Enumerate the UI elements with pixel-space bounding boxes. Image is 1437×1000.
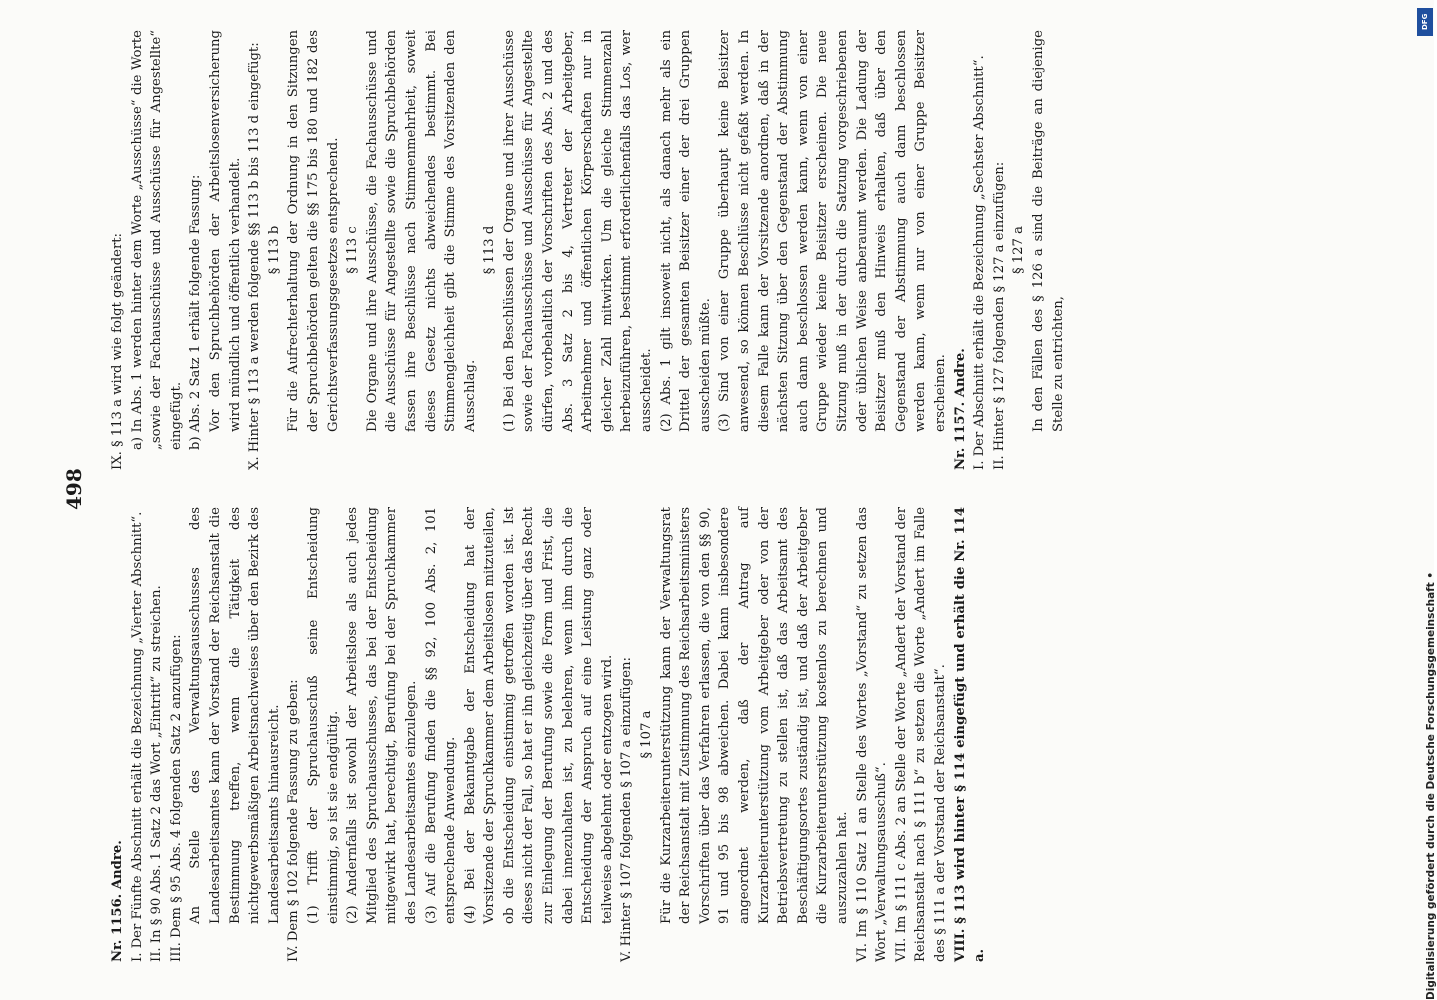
paragraph: VIII. § 113 wird hinter § 114 eingefügt und erhält die Nr. 114 a.	[952, 507, 988, 962]
paragraph: § 127 a	[1011, 226, 1027, 275]
dfg-logo[interactable]: DFG	[1417, 8, 1433, 36]
paragraph: IX. § 113 a wird wie folgt geändert:	[110, 233, 125, 470]
paragraph: (2) Andernfalls ist sowohl der Arbeitslose als auch jedes Mitglied des Spruchausschusses, das bei der Entscheidung mitgewirkt hat, berechtigt, Berufung bei der Spruchkammer des Landesarbeitsamtes einzulegen.	[345, 507, 419, 924]
digitization-credit: Digitalisierung gefördert durch die Deutsche Forschungsgemeinschaft •	[1425, 571, 1437, 1000]
paragraph: II. Hinter § 127 folgenden § 127 a einzufügen:	[991, 161, 1007, 470]
paragraph: Nr. 1156. Andre.	[110, 840, 125, 962]
paragraph: Für die Kurzarbeiterunterstützung kann der Verwaltungsrat der Reichsanstalt mit Zustimmung des Reichsarbeitsministers Vorschriften über das Verfahren erlassen, die von den §§ 90, 91 und 95 bis 98 abweichen. Dabei kann insbesondere angeordnet werden, daß der Antrag auf Kurzarbeiterunterstützung vom Arbeitgeber oder von der Betriebsvertretung zu stellen ist, daß das Arbeitsamt des Beschäftigungsortes zuständig ist, und daß der Arbeitgeber die Kurzarbeiterunterstützung kostenlos zu berechnen und auszuzahlen hat.	[658, 507, 850, 924]
paragraph: IV. Dem § 102 folgende Fassung zu geben:	[286, 679, 302, 962]
paragraph: (2) Abs. 1 gilt insoweit nicht, als danach mehr als ein Drittel der gesamten Beisitzer einer der drei Gruppen ausscheiden müßte.	[658, 30, 713, 432]
paragraph: An Stelle des Verwaltungsausschusses des Landesarbeitsamtes kann der Vorstand der Reichsanstalt die Bestimmung treffen, wenn die Tätigkeit des nichtgewerbsmäßigen Arbeitsnachweises über den Bezirk des Landesarbeitsamts hinausreicht.	[188, 507, 282, 924]
paragraph: Nr. 1157. Andre.	[952, 348, 968, 470]
paragraph: Vor den Spruchbehörden der Arbeitslosenversicherung wird mündlich und öffentlich verhandelt.	[207, 30, 243, 432]
paragraph: (1) Bei den Beschlüssen der Organe und ihrer Ausschüsse sowie der Fachausschüsse und Ausschüsse für Angestellte dürfen, vorbehaltlich der Vorschriften des Abs. 2 und des Abs. 3 Satz 2 bis 4, Vertreter der Arbeitgeber, Arbeitnehmer und öffentlichen Körperschaften nur in gleicher Zahl mitwirken. Um die gleiche Stimmenzahl herbeizuführen, bestimmt erforderlichenfalls das Los, wer ausscheidet.	[501, 30, 655, 432]
page-number: 498	[62, 468, 86, 510]
paragraph: Die Organe und ihre Ausschüsse, die Fachausschüsse und die Ausschüsse für Angestellte sowie die Spruchbehörden fassen ihre Beschlüsse nach Stimmenmehrheit, soweit dieses Gesetz nichts abweichendes bestimmt. Bei Stimmengleichheit gibt die Stimme des Vorsitzenden den Ausschlag.	[364, 30, 478, 432]
paragraph: (3) Auf die Berufung finden die §§ 92, 100 Abs. 2, 101 entsprechende Anwendung.	[423, 507, 459, 924]
paragraph: § 113 c	[345, 226, 361, 274]
right-text-column	[108, 30, 1068, 470]
paragraph: I. Der Abschnitt erhält die Bezeichnung „Sechster Abschnitt“.	[972, 55, 988, 470]
paragraph: III. Dem § 95 Abs. 4 folgenden Satz 2 anzufügen:	[168, 634, 184, 962]
paragraph: (3) Sind von einer Gruppe überhaupt keine Beisitzer anwesend, so können Beschlüsse nicht gefaßt werden. In diesem Falle kann der Vorsitzende anordnen, daß in der nächsten Sitzung über den Gegenstand der Abstimmung auch dann beschlossen werden kann, wenn von einer Gruppe wieder keine Beisitzer erscheinen. Die neue Sitzung muß in der durch die Satzung vorgeschriebenen oder üblichen Weise anberaumt werden. Die Ladung der Beisitzer muß den Hinweis erhalten, daß über den Gegenstand der Abstimmung auch dann beschlossen werden kann, wenn nur von einer Gruppe Beisitzer erscheinen.	[717, 30, 948, 432]
paragraph: VI. Im § 110 Satz 1 an Stelle des Wortes „Vorstand“ zu setzen das Wort „Verwaltungsausschuß“.	[854, 507, 890, 962]
paragraph: I. Der Fünfte Abschnitt erhält die Bezeichnung „Vierter Abschnitt“.	[129, 511, 145, 962]
paragraph: § 113 b	[266, 225, 282, 275]
paragraph: a) In Abs. 1 werden hinter dem Worte „Ausschüsse“ die Worte „sowie der Fachausschüsse und Ausschüsse für Angestellte“ eingefügt.	[129, 30, 184, 450]
paragraph: (1) Trifft der Spruchausschuß seine Entscheidung einstimmig, so ist sie endgültig.	[305, 507, 341, 924]
paragraph: In den Fällen des § 126 a sind die Beiträge an diejenige Stelle zu entrichten,	[1030, 30, 1066, 432]
paragraph: b) Abs. 2 Satz 1 erhält folgende Fassung:	[188, 174, 204, 450]
paragraph: Für die Aufrechterhaltung der Ordnung in den Sitzungen der Spruchbehörden gelten die §§ 175 bis 180 und 182 des Gerichtsverfassungsgesetzes entsprechend.	[286, 30, 341, 432]
paragraph: (4) Bei der Bekanntgabe der Entscheidung hat der Vorsitzende der Spruchkammer dem Arbeitslosen mitzuteilen, ob die Entscheidung einstimmig getroffen worden ist. Ist dieses nicht der Fall, so hat er ihn gleichzeitig über das Recht zur Einlegung der Berufung sowie die Form und Frist, die dabei innezuhalten ist, zu belehren, wenn ihm durch die Entscheidung der Anspruch auf eine Leistung ganz oder teilweise abgelehnt oder entzogen wird.	[462, 507, 615, 924]
paragraph: II. In § 90 Abs. 1 Satz 2 das Wort „Eintritt“ zu streichen.	[149, 585, 165, 962]
paragraph: VII. Im § 111 c Abs. 2 an Stelle der Worte „Andert der Vorstand der Reichsanstalt nach § 111 b“ zu setzen die Worte „Andert im Falle des § 111 a der Vorstand der Reichsanstalt“.	[893, 507, 948, 962]
paragraph: X. Hinter § 113 a werden folgende §§ 113 b bis 113 d eingefügt:	[247, 42, 263, 470]
paragraph: § 113 d	[482, 225, 498, 275]
left-text-column	[108, 507, 990, 962]
paragraph: § 107 a	[639, 710, 655, 759]
paragraph: V. Hinter § 107 folgenden § 107 a einzufügen:	[619, 657, 635, 962]
